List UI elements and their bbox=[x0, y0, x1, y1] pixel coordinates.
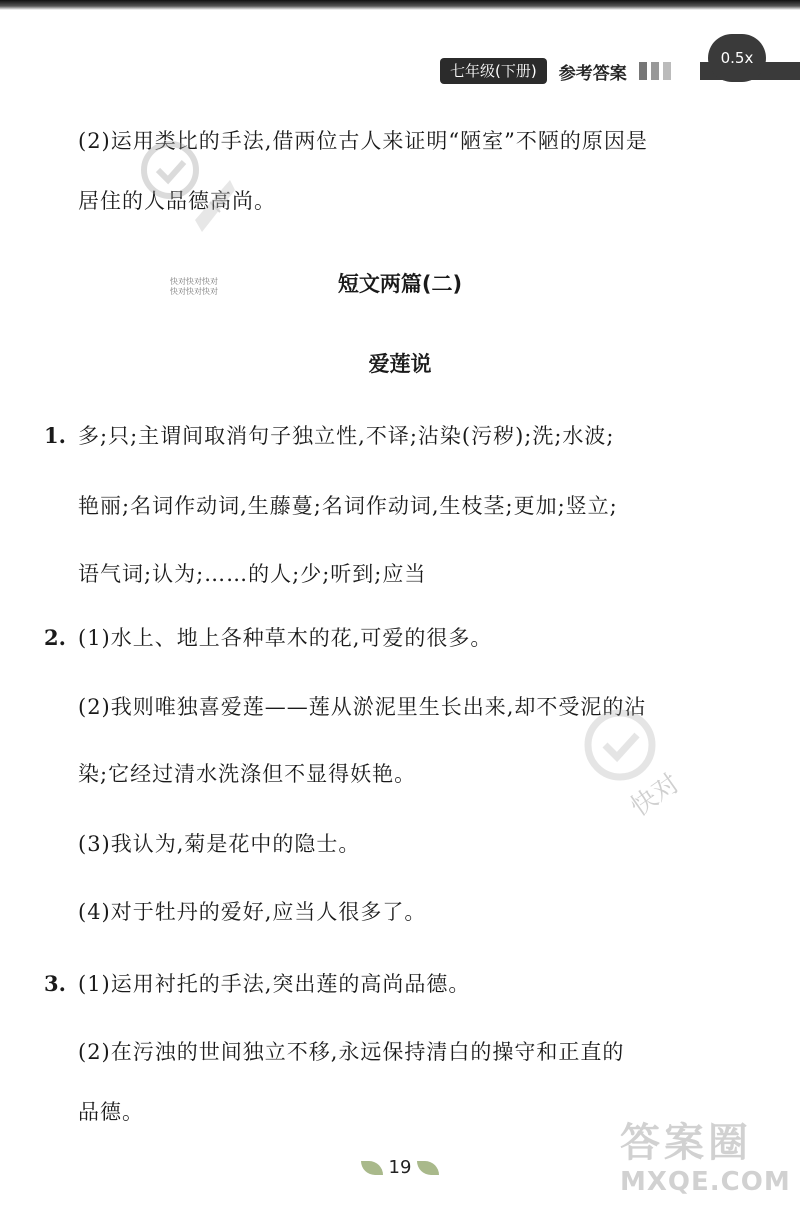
site-watermark bbox=[620, 1120, 800, 1208]
intro-line-2: 居住的人品德高尚。 bbox=[78, 189, 276, 213]
kuaidui-watermark-icon bbox=[140, 140, 240, 270]
watermark-brand: 快对 bbox=[625, 768, 686, 823]
zoom-level-button[interactable]: 0.5x bbox=[708, 34, 766, 82]
answer-1-line-2: 艳丽;名词作动词,生藤蔓;名词作动词,生枝茎;更加;竖立; bbox=[78, 494, 618, 518]
answer-3-line-1: (1)运用衬托的手法,突出莲的高尚品德。 bbox=[78, 972, 471, 996]
answer-2-line-2: (2)我则唯独喜爱莲——莲从淤泥里生长出来,却不受泥的沾 bbox=[78, 695, 647, 719]
section-title: 短文两篇(二) bbox=[337, 272, 463, 296]
page-number: 19 bbox=[388, 1157, 412, 1178]
answer-number: 3. bbox=[44, 971, 66, 996]
site-watermark-line-2: MXQE.COM bbox=[620, 1167, 791, 1197]
watermark-small-text-2: 快对快对快对 bbox=[170, 287, 218, 296]
page-top-edge bbox=[0, 0, 800, 10]
answer-1-line-1: 多;只;主谓间取消句子独立性,不译;沾染(污秽);洗;水波; bbox=[78, 424, 615, 448]
answer-number: 2. bbox=[44, 625, 66, 650]
answer-3-line-2: (2)在污浊的世间独立不移,永远保持清白的操守和正直的 bbox=[78, 1040, 625, 1064]
intro-line-1: (2)运用类比的手法,借两位古人来证明“陋室”不陋的原因是 bbox=[78, 129, 648, 153]
site-watermark-line-1: 答案圈 bbox=[620, 1120, 752, 1166]
section-subtitle: 爱莲说 bbox=[368, 352, 432, 376]
header-decoration bbox=[639, 62, 675, 80]
answer-2-line-5: (4)对于牡丹的爱好,应当人很多了。 bbox=[78, 900, 427, 924]
page-header bbox=[440, 58, 675, 84]
answer-number: 1. bbox=[44, 423, 66, 448]
grade-label: 七年级(下册) bbox=[440, 58, 547, 84]
answer-1-line-3: 语气词;认为;……的人;少;听到;应当 bbox=[78, 562, 427, 586]
answer-2-line-3: 染;它经过清水洗涤但不显得妖艳。 bbox=[78, 762, 417, 786]
leaf-left-icon bbox=[361, 1161, 383, 1175]
answer-3-line-3: 品德。 bbox=[78, 1100, 144, 1124]
answer-2-line-4: (3)我认为,菊是花中的隐士。 bbox=[78, 832, 361, 856]
answer-2-line-1: (1)水上、地上各种草木的花,可爱的很多。 bbox=[78, 626, 493, 650]
watermark-small-text-1: 快对快对快对 bbox=[170, 277, 218, 286]
leaf-right-icon bbox=[417, 1161, 439, 1175]
header-title: 参考答案 bbox=[558, 63, 627, 84]
